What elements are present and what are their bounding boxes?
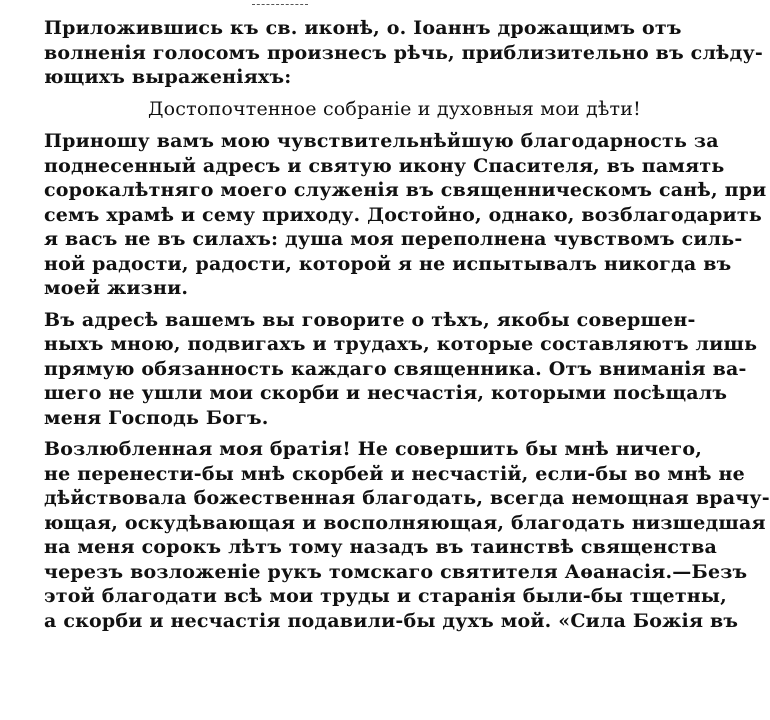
text-line: на меня сорокъ лѣтъ тому назадъ въ таинствѣ священства	[44, 536, 718, 558]
top-rule	[252, 4, 308, 5]
text-line: дѣйствовала божественная благодать, всегда немощная врачу-	[44, 487, 770, 509]
text-line: Приложившись къ св. иконѣ, о. Іоаннъ дрожащимъ отъ	[44, 17, 682, 39]
text-line: моей жизни.	[44, 277, 189, 299]
text-line: а скорби и несчастія подавили-бы духъ мой. «Сила Божія въ	[44, 609, 739, 632]
text-line: ющая, оскудѣвающая и восполняющая, благодать низшедшая	[44, 511, 766, 534]
page-text	[44, 16, 770, 640]
paragraph-address	[44, 97, 641, 122]
paragraph-address-reply	[44, 308, 758, 431]
paragraph-brethren	[44, 437, 770, 633]
text-line: Въ адресѣ вашемъ вы говорите о тѣхъ, якобы совершен-	[44, 308, 696, 331]
text-line: ной радости, радости, которой я не испытывалъ никогда въ	[44, 252, 732, 275]
text-line: волненія голосомъ произнесъ рѣчь, приблизительно въ слѣду-	[44, 41, 763, 64]
text-line: Возлюбленная моя братія! Не совершить бы мнѣ ничего,	[44, 438, 703, 460]
text-line: поднесенный адресъ и святую икону Спасителя, въ память	[44, 154, 725, 177]
text-line: ныхъ мною, подвигахъ и трудахъ, которые составляютъ лишь	[44, 333, 758, 355]
text-line: меня Господь Богъ.	[44, 406, 269, 429]
text-line: сорокалѣтняго моего служенія въ священническомъ санѣ, при	[44, 179, 767, 201]
text-line: Приношу вамъ мою чувствительнѣйшую благодарность за	[44, 130, 719, 152]
text-line: ющихъ выраженіяхъ:	[44, 66, 292, 88]
text-line: прямую обязанность каждаго священника. Отъ вниманія ва-	[44, 357, 747, 380]
text-line: семъ храмѣ и сему приходу. Достойно, однако, возблагодарить	[44, 203, 762, 226]
text-line: не перенести-бы мнѣ скорбей и несчастій, если-бы во мнѣ не	[44, 462, 745, 485]
text-line: этой благодати всѣ мои труды и старанія были-бы тщетны,	[44, 585, 727, 607]
paragraph-intro	[44, 16, 763, 90]
text-line: я васъ не въ силахъ: душа моя переполнена чувствомъ силь-	[44, 228, 743, 250]
text-line: Достопочтенное собраніе и духовныя мои дѣти!	[148, 97, 641, 120]
text-line: черезъ возложеніе рукъ томскаго святителя Аѳанасія.—Безъ	[44, 560, 748, 583]
text-line: шего не ушли мои скорби и несчастія, которыми посѣщалъ	[44, 382, 728, 404]
paragraph-gratitude	[44, 129, 767, 301]
